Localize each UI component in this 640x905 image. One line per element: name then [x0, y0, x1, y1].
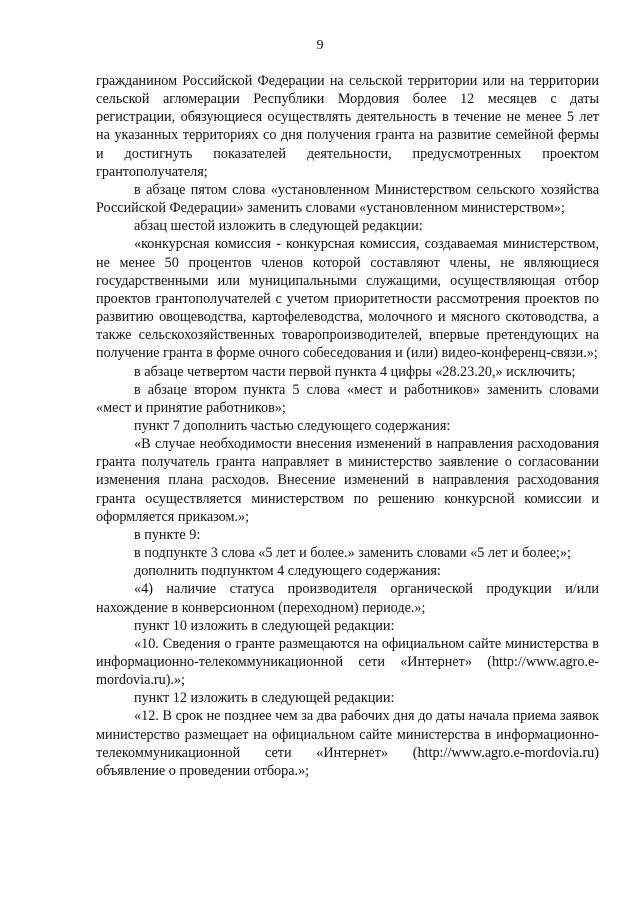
paragraph: «В случае необходимости внесения изменений в направления расходования гранта получатель гранта направляет в министерство заявление о согласовании изменения плана расходов. Внесение изменений в направления расходования гранта осуществляется министерством по решению конкурсной комиссии и оформляется приказом.»;: [96, 436, 599, 525]
paragraph: пункт 10 изложить в следующей редакции:: [134, 617, 395, 634]
paragraph: в пункте 9:: [134, 526, 201, 543]
paragraph: в подпункте 3 слова «5 лет и более.» заменить словами «5 лет и более;»;: [134, 545, 571, 562]
paragraph: «12. В срок не позднее чем за два рабочих дня до даты начала приема заявок министерство размещает на официальном сайте министерства в информационно-телекоммуникационной сети «Интернет» (http://www.agro.e-mordovia.ru) объявление о проведении отбора.»;: [96, 708, 599, 779]
paragraph: «4) наличие статуса производителя органической продукции и/или нахождение в конверсионном (переходном) периоде.»;: [96, 581, 599, 616]
paragraph: «конкурсная комиссия - конкурсная комиссия, создаваемая министерством, не менее 50 процентов членов которой составляют члены, не являющиеся государственными или муниципальными служащими, осуществляющая отбор проектов грантополучателей с учетом приоритетности рассмотрения проектов по развитию овощеводства, картофелеводства, молочного и мясного скотоводства, а также сельскохозяйственных товаропроизводителей, впервые претендующих на получение гранта в форме очного собеседования и (или) видео-конференц-связи.»;: [96, 236, 599, 362]
paragraph: абзац шестой изложить в следующей редакции:: [134, 218, 423, 235]
paragraph: «10. Сведения о гранте размещаются на официальном сайте министерства в информационно-телекоммуникационной сети «Интернет» (http://www.agro.e-mordovia.ru).»;: [96, 635, 599, 689]
document-body: [96, 72, 599, 780]
paragraph: гражданином Российской Федерации на сельской территории или на территории сельской агломерации Республики Мордовия более 12 месяцев с даты регистрации, обязующиеся осуществлять деятельность в течение не менее 5 лет на указанных территориях со дня получения гранта на развитие семейной фермы и достигнуть показателей деятельности, предусмотренных проектом грантополучателя;: [96, 73, 599, 180]
paragraph: дополнить подпунктом 4 следующего содержания:: [134, 563, 441, 580]
paragraph: в абзаце пятом слова «установленном Министерством сельского хозяйства Российской Федерации» заменить словами «установленном министерством»;: [96, 181, 599, 217]
page-number: 9: [316, 38, 324, 53]
paragraph: пункт 12 изложить в следующей редакции:: [134, 690, 395, 707]
paragraph: в абзаце втором пункта 5 слова «мест и работников» заменить словами «мест и принятие работников»;: [96, 381, 599, 416]
paragraph: пункт 7 дополнить частью следующего содержания:: [134, 417, 451, 434]
paragraph: в абзаце четвертом части первой пункта 4 цифры «28.23.20,» исключить;: [134, 363, 576, 380]
